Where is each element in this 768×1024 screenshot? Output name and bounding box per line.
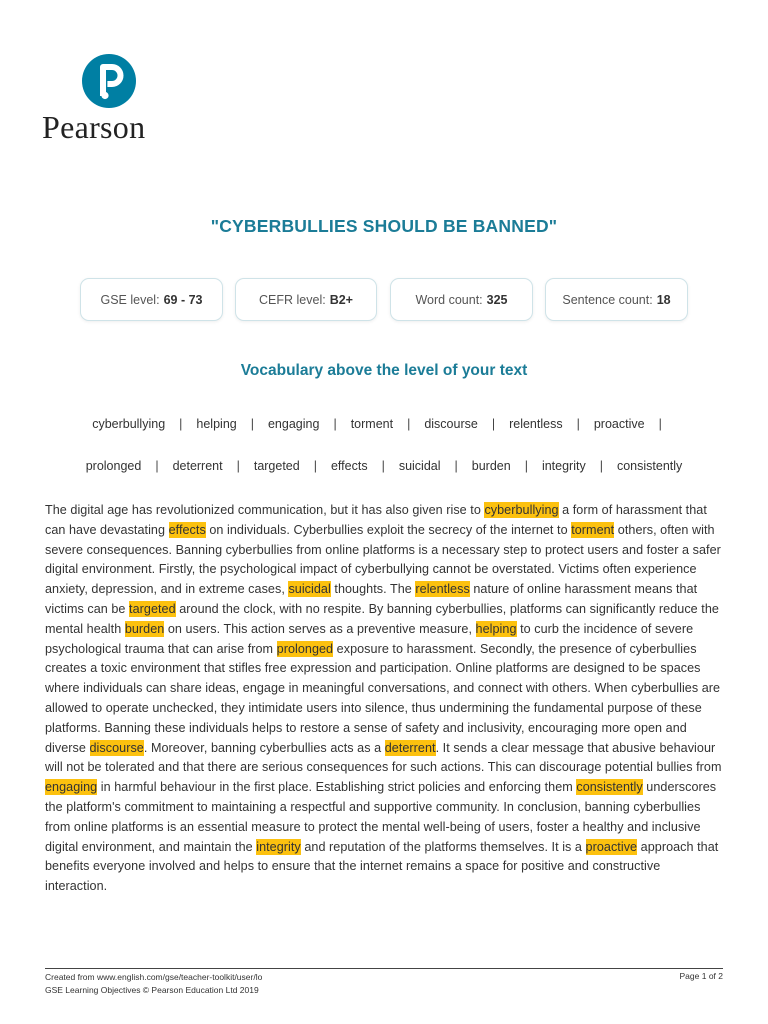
essay-text: a form of harassment that can have devastating bbox=[45, 503, 707, 537]
vocab-word: relentless bbox=[509, 417, 563, 431]
gse-level-value: 69 - 73 bbox=[163, 292, 203, 307]
essay-text: on individuals. Cyberbullies exploit the secrecy of the internet to bbox=[205, 522, 572, 537]
footer-source bbox=[45, 971, 262, 997]
footer-copyright: GSE Learning Objectives © Pearson Education Ltd 2019 bbox=[45, 985, 259, 995]
highlighted-vocab-word: cyberbullying bbox=[484, 503, 559, 517]
vocab-word: prolonged bbox=[85, 459, 142, 473]
stats-bar bbox=[80, 278, 688, 322]
vocab-word: deterrent bbox=[172, 459, 223, 473]
highlighted-vocab-word: discourse bbox=[89, 740, 144, 755]
cefr-level-label: CEFR level: bbox=[259, 292, 326, 307]
highlighted-vocab-word: targeted bbox=[129, 601, 176, 616]
essay-text: exposure to harassment. Secondly, the presence of cyberbullies creates a toxic environment that stifles free expression and participation. Online platforms are designed to be spaces where individuals can share ideas, engage in meaningful conversations, and connect with others. When cyberbullies are allowed to operate unchecked, they intimidate users into silence, thus undermining the fundamental purpose of these platforms. Banning these individuals helps to restore a sense of safety and inclusivity, encouraging more open and diverse bbox=[45, 641, 721, 755]
essay-text: nature of online harassment means that victims can be bbox=[45, 582, 698, 616]
highlighted-vocab-word: deterrent bbox=[384, 740, 436, 755]
highlighted-vocab-word: burden bbox=[124, 621, 165, 636]
sentence-count-pill bbox=[545, 278, 688, 321]
essay-text: and reputation of the platforms themselves. It is a bbox=[300, 839, 586, 854]
vocab-word: targeted bbox=[253, 459, 300, 473]
vocab-word: effects bbox=[330, 459, 368, 473]
essay-text: on users. This action serves as a preventive measure, bbox=[164, 621, 476, 636]
pearson-p-icon bbox=[82, 54, 136, 108]
highlighted-vocab-word: integrity bbox=[256, 839, 301, 854]
highlighted-vocab-word: torment bbox=[571, 522, 615, 537]
essay-text: to curb the incidence of severe psychological trauma that can arise from bbox=[45, 621, 694, 656]
pearson-wordmark: Pearson bbox=[42, 109, 146, 145]
essay-text: thoughts. The bbox=[330, 582, 416, 597]
essay-text: around the clock, with no respite. By banning cyberbullies, platforms can significantly reduce the mental health bbox=[45, 601, 719, 636]
highlighted-vocab-word: proactive bbox=[585, 839, 638, 854]
vocab-word: engaging bbox=[267, 417, 320, 431]
cefr-level-pill bbox=[235, 278, 377, 321]
essay-text: underscores the platform's commitment to maintaining a respectful and supportive community. In conclusion, banning cyberbullies from online platforms is an essential measure to protect the mental well-being of users, foster a healthy and inclusive digital environment, and maintain the bbox=[45, 780, 717, 854]
vocab-word: suicidal bbox=[398, 459, 441, 473]
highlighted-vocab-word: engaging bbox=[45, 780, 98, 795]
gse-level-pill bbox=[80, 278, 223, 321]
essay-text: . Moreover, banning cyberbullies acts as a bbox=[143, 740, 385, 755]
sentence-count-label: Sentence count: bbox=[562, 292, 653, 307]
footer-created-from: Created from www.english.com/gse/teacher-toolkit/user/lo bbox=[45, 972, 263, 982]
vocab-word: integrity bbox=[541, 459, 586, 473]
footer-divider bbox=[45, 968, 723, 969]
essay-text: approach that benefits everyone involved and helps to ensure that the internet remains a space for positive and constructive interaction. bbox=[45, 839, 719, 894]
highlighted-vocab-word: consistently bbox=[576, 780, 643, 795]
vocab-word: cyberbullying bbox=[92, 417, 166, 431]
word-count-pill bbox=[390, 278, 533, 321]
gse-level-label: GSE level: bbox=[100, 292, 160, 307]
essay-body bbox=[45, 501, 725, 897]
vocabulary-row-1: cyberbullying | helping | engaging | torment | discourse | relentless | proactive | bbox=[92, 417, 662, 431]
vocabulary-heading: Vocabulary above the level of your text bbox=[240, 362, 528, 379]
highlighted-vocab-word: relentless bbox=[415, 582, 470, 597]
vocabulary-row-2: prolonged | deterrent | targeted | effects | suicidal | burden | integrity | consistently bbox=[85, 459, 683, 473]
highlighted-vocab-word: effects bbox=[168, 522, 206, 537]
vocab-word: discourse bbox=[424, 417, 478, 431]
page-number: Page 1 of 2 bbox=[679, 971, 723, 981]
vocab-word: consistently bbox=[616, 459, 683, 473]
essay-text: . It sends a clear message that abusive behaviour will not be tolerated and that there are serious consequences for such actions. This can discourage potential bullies from bbox=[45, 740, 722, 775]
vocab-word: proactive bbox=[593, 417, 645, 431]
vocab-word: torment bbox=[350, 417, 394, 431]
cefr-level-value: B2+ bbox=[329, 292, 353, 307]
word-count-value: 325 bbox=[486, 292, 508, 307]
essay-text: others, often with severe consequences. Banning cyberbullies from online platforms is a necessary step to protect users and foster a safer digital environment. Firstly, the psychological impact of cyberbullying cannot be overstated. Victims often experience anxiety, depression, and in extreme cases, bbox=[45, 522, 721, 597]
word-count-label: Word count: bbox=[415, 292, 483, 307]
highlighted-vocab-word: helping bbox=[475, 621, 517, 636]
highlighted-vocab-word: suicidal bbox=[288, 582, 331, 597]
essay-text: The digital age has revolutionized communication, but it has also given rise to bbox=[45, 503, 485, 517]
page-title: "CYBERBULLIES SHOULD BE BANNED" bbox=[210, 216, 558, 236]
highlighted-vocab-word: prolonged bbox=[276, 641, 334, 656]
essay-text: in harmful behaviour in the first place. Establishing strict policies and enforcing them bbox=[97, 780, 577, 795]
vocab-word: burden bbox=[471, 459, 511, 473]
vocab-word: helping bbox=[196, 417, 237, 431]
sentence-count-value: 18 bbox=[656, 292, 671, 307]
